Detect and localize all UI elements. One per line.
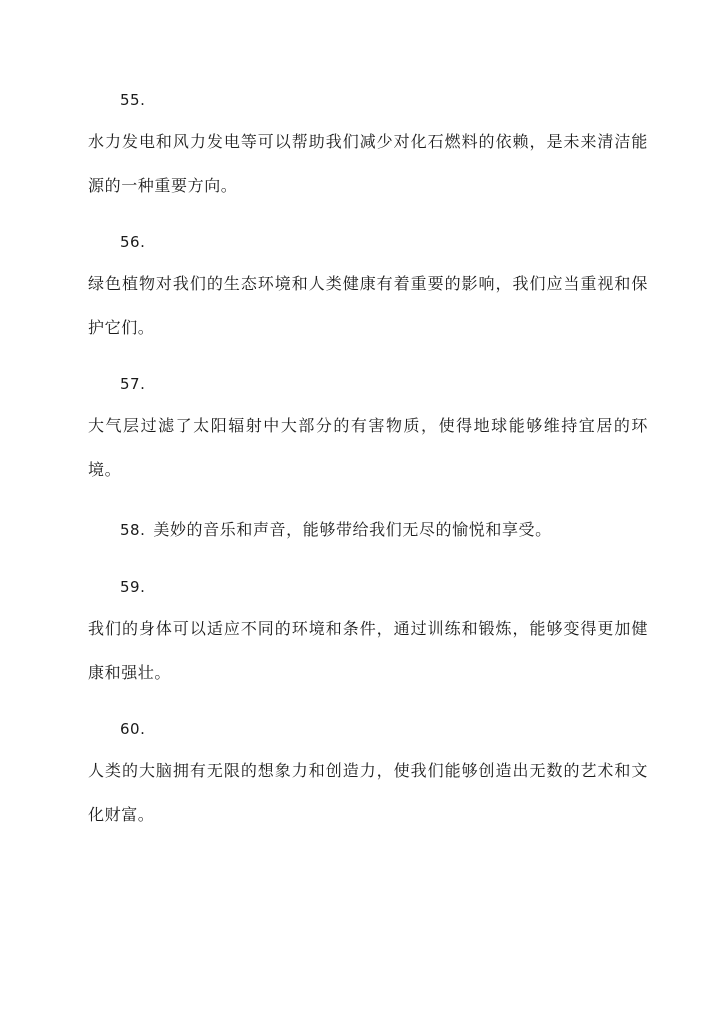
item-number-60: 60. xyxy=(120,720,146,738)
item-text-55: 水力发电和风力发电等可以帮助我们减少对化石燃料的依赖，是未来清洁能源的一种重要方向。 xyxy=(88,132,648,195)
item-58 xyxy=(120,520,552,540)
item-number-58: 58. xyxy=(120,521,146,539)
item-number-56: 56. xyxy=(120,233,146,251)
item-text-59: 我们的身体可以适应不同的环境和条件，通过训练和锻炼，能够变得更加健康和强壮。 xyxy=(88,619,648,682)
item-text-56: 绿色植物对我们的生态环境和人类健康有着重要的影响，我们应当重视和保护它们。 xyxy=(88,274,648,337)
item-number-57: 57. xyxy=(120,375,146,393)
item-text-57: 大气层过滤了太阳辐射中大部分的有害物质，使得地球能够维持宜居的环境。 xyxy=(88,416,648,479)
item-text-58: 美妙的音乐和声音，能够带给我们无尽的愉悦和享受。 xyxy=(153,520,552,539)
item-number-59: 59. xyxy=(120,578,146,596)
item-number-55: 55. xyxy=(120,91,146,109)
item-text-60: 人类的大脑拥有无限的想象力和创造力，使我们能够创造出无数的艺术和文化财富。 xyxy=(88,761,648,824)
